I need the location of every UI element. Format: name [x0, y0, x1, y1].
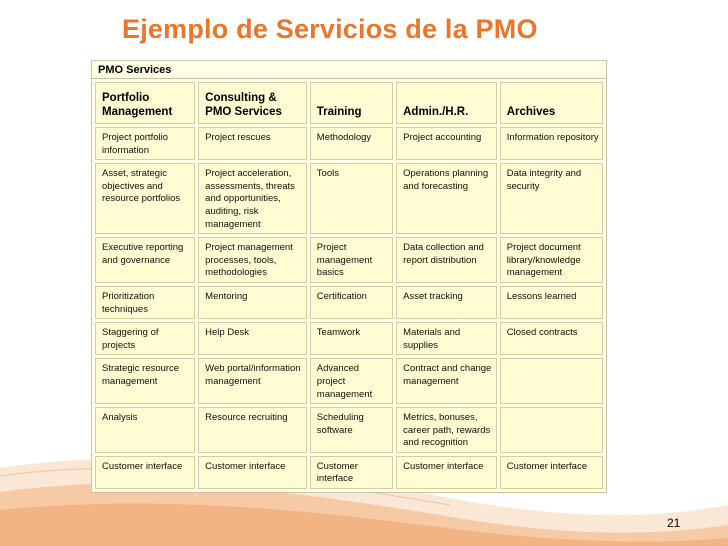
table-cell: Project portfolio information	[95, 127, 195, 160]
table-cell: Data collection and report distribution	[396, 237, 497, 283]
table-row	[95, 127, 603, 160]
table-cell: Project acceleration, assessments, threats and opportunities, auditing, risk management	[198, 163, 307, 234]
table-cell: Methodology	[310, 127, 393, 160]
table-cell: Customer interface	[310, 456, 393, 489]
table-cell: Project document library/knowledge management	[500, 237, 603, 283]
table-cell: Project rescues	[198, 127, 307, 160]
table-cell: Teamwork	[310, 322, 393, 355]
table-cell: Executive reporting and governance	[95, 237, 195, 283]
table-cell: Web portal/information management	[198, 358, 307, 404]
table-cell: Data integrity and security	[500, 163, 603, 234]
table-caption: PMO Services	[92, 61, 606, 79]
table-cell: Information repository	[500, 127, 603, 160]
table-cell: Resource recruiting	[198, 407, 307, 453]
table-row	[95, 358, 603, 404]
table-cell: Operations planning and forecasting	[396, 163, 497, 234]
table-cell: Lessons learned	[500, 286, 603, 319]
column-header: Consulting & PMO Services	[198, 82, 307, 124]
table-cell: Project accounting	[396, 127, 497, 160]
column-header: Admin./H.R.	[396, 82, 497, 124]
table-cell: Contract and change management	[396, 358, 497, 404]
table-cell: Help Desk	[198, 322, 307, 355]
table-cell: Scheduling software	[310, 407, 393, 453]
table-row	[95, 237, 603, 283]
table-cell: Asset tracking	[396, 286, 497, 319]
table-cell: Strategic resource management	[95, 358, 195, 404]
table-cell: Customer interface	[95, 456, 195, 489]
table-row	[95, 163, 603, 234]
table-cell: Analysis	[95, 407, 195, 453]
table-cell	[500, 358, 603, 404]
column-header: Training	[310, 82, 393, 124]
slide-title: Ejemplo de Servicios de la PMO	[122, 14, 538, 44]
table-cell: Mentoring	[198, 286, 307, 319]
table-cell: Project management processes, tools, methodologies	[198, 237, 307, 283]
page-number: 21	[667, 516, 681, 530]
table-cell: Closed contracts	[500, 322, 603, 355]
table-row	[95, 456, 603, 489]
table-cell: Staggering of projects	[95, 322, 195, 355]
table-cell: Tools	[310, 163, 393, 234]
column-header: Archives	[500, 82, 603, 124]
table-row	[95, 407, 603, 453]
pmo-services-table	[91, 60, 607, 493]
table-row	[95, 286, 603, 319]
column-header: Portfolio Management	[95, 82, 195, 124]
table-cell: Certification	[310, 286, 393, 319]
table-cell: Advanced project management	[310, 358, 393, 404]
table-cell: Asset, strategic objectives and resource portfolios	[95, 163, 195, 234]
table-cell	[500, 407, 603, 453]
table-header-row	[95, 82, 603, 124]
table-row	[95, 322, 603, 355]
table-cell: Project management basics	[310, 237, 393, 283]
table-cell: Metrics, bonuses, career path, rewards and recognition	[396, 407, 497, 453]
table-cell: Customer interface	[198, 456, 307, 489]
table-cell: Customer interface	[396, 456, 497, 489]
table-cell: Customer interface	[500, 456, 603, 489]
table-cell: Prioritization techniques	[95, 286, 195, 319]
table-cell: Materials and supplies	[396, 322, 497, 355]
